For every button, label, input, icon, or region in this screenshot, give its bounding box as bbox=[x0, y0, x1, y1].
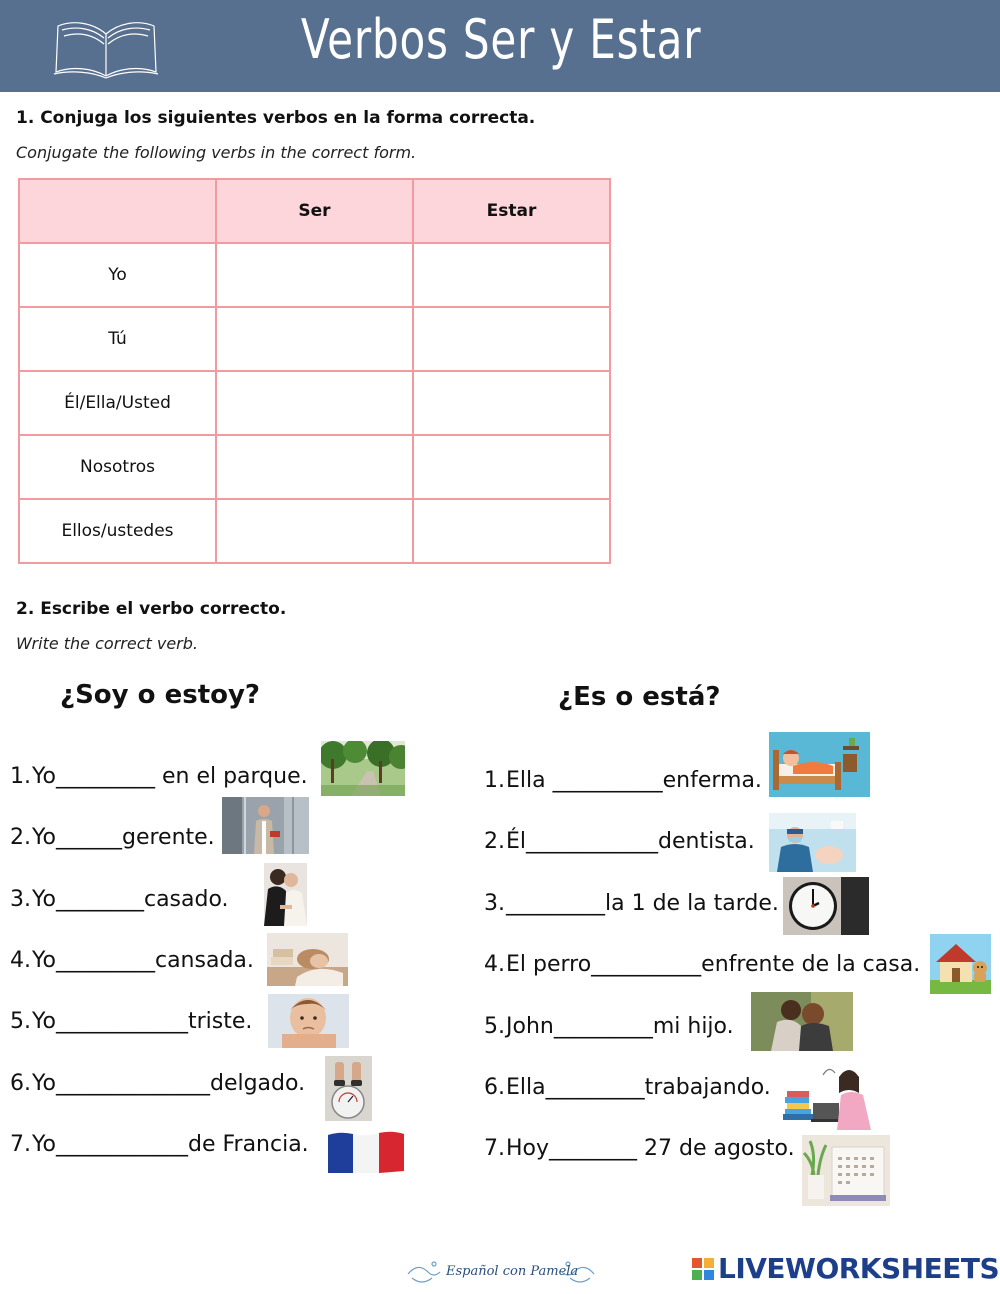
right-item-5 bbox=[484, 1014, 734, 1039]
item-text[interactable]: Yo________casado. bbox=[32, 887, 229, 912]
left-item-1 bbox=[10, 764, 308, 789]
item-number: 5. bbox=[10, 1009, 31, 1034]
item-text[interactable]: Yo______gerente. bbox=[32, 825, 215, 850]
table-row bbox=[19, 243, 610, 307]
left-item-4 bbox=[10, 948, 254, 973]
answer-cell-estar[interactable] bbox=[413, 307, 610, 371]
pronoun-cell: Tú bbox=[19, 307, 216, 371]
father-son-image bbox=[751, 992, 853, 1051]
right-item-4 bbox=[484, 952, 920, 977]
section2-heading: 2. Escribe el verbo correcto. bbox=[16, 599, 287, 619]
section1-heading: 1. Conjuga los siguientes verbos en la forma correcta. bbox=[16, 108, 536, 128]
pronoun-cell: Ellos/ustedes bbox=[19, 499, 216, 563]
answer-cell-estar[interactable] bbox=[413, 243, 610, 307]
table-header-row bbox=[19, 179, 610, 243]
right-item-3 bbox=[484, 891, 779, 916]
item-number: 6. bbox=[10, 1071, 31, 1096]
pronoun-cell: Yo bbox=[19, 243, 216, 307]
left-column-title: ¿Soy o estoy? bbox=[60, 680, 261, 710]
answer-cell-estar[interactable] bbox=[413, 371, 610, 435]
item-number: 7. bbox=[484, 1136, 505, 1161]
item-text[interactable]: Él____________dentista. bbox=[506, 829, 755, 854]
item-number: 1. bbox=[10, 764, 31, 789]
pronoun-cell: Nosotros bbox=[19, 435, 216, 499]
item-number: 3. bbox=[484, 891, 505, 916]
dentist-image bbox=[769, 813, 856, 872]
section2-subheading: Write the correct verb. bbox=[16, 634, 198, 653]
left-item-5 bbox=[10, 1009, 252, 1034]
section1-subheading: Conjugate the following verbs in the correct form. bbox=[16, 143, 417, 162]
answer-cell-ser[interactable] bbox=[216, 499, 413, 563]
answer-cell-estar[interactable] bbox=[413, 499, 610, 563]
table-header-empty bbox=[19, 179, 216, 243]
item-text[interactable]: Yo____________de Francia. bbox=[32, 1132, 309, 1157]
right-item-2 bbox=[484, 829, 755, 854]
item-text[interactable]: Yo_________ en el parque. bbox=[32, 764, 308, 789]
married-couple-image bbox=[264, 863, 307, 926]
item-text[interactable]: Ella_________trabajando. bbox=[506, 1075, 771, 1100]
conjugation-table bbox=[18, 178, 611, 564]
answer-cell-ser[interactable] bbox=[216, 435, 413, 499]
item-number: 2. bbox=[484, 829, 505, 854]
left-item-6 bbox=[10, 1071, 305, 1096]
sad-boy-image bbox=[268, 994, 349, 1048]
right-item-7 bbox=[484, 1136, 795, 1161]
right-column-title: ¿Es o está? bbox=[558, 682, 721, 712]
item-number: 3. bbox=[10, 887, 31, 912]
table-header-ser: Ser bbox=[216, 179, 413, 243]
answer-cell-ser[interactable] bbox=[216, 307, 413, 371]
header-banner bbox=[0, 0, 1000, 92]
manager-image bbox=[222, 797, 309, 854]
pronoun-cell: Él/Ella/Usted bbox=[19, 371, 216, 435]
item-text[interactable]: John_________mi hijo. bbox=[506, 1014, 734, 1039]
clock-image bbox=[783, 877, 869, 935]
page-title: Verbos Ser y Estar bbox=[300, 8, 702, 71]
item-text[interactable]: _________la 1 de la tarde. bbox=[506, 891, 779, 916]
scale-image bbox=[325, 1056, 372, 1121]
item-number: 4. bbox=[484, 952, 505, 977]
author-name: Español con Pamela bbox=[446, 1264, 579, 1279]
item-number: 6. bbox=[484, 1075, 505, 1100]
table-row bbox=[19, 435, 610, 499]
france-flag-image bbox=[328, 1131, 404, 1173]
item-text[interactable]: Yo______________delgado. bbox=[32, 1071, 306, 1096]
left-item-7 bbox=[10, 1132, 309, 1157]
item-number: 1. bbox=[484, 768, 505, 793]
working-woman-image bbox=[783, 1063, 878, 1130]
item-text[interactable]: Yo_________cansada. bbox=[32, 948, 254, 973]
item-text[interactable]: Hoy________ 27 de agosto. bbox=[506, 1136, 795, 1161]
tired-woman-image bbox=[267, 933, 348, 986]
answer-cell-ser[interactable] bbox=[216, 371, 413, 435]
park-image bbox=[321, 741, 405, 796]
liveworksheets-mark-icon bbox=[692, 1258, 714, 1280]
table-row bbox=[19, 499, 610, 563]
right-item-1 bbox=[484, 768, 762, 793]
item-number: 2. bbox=[10, 825, 31, 850]
answer-cell-ser[interactable] bbox=[216, 243, 413, 307]
item-text[interactable]: Yo____________triste. bbox=[32, 1009, 253, 1034]
item-number: 5. bbox=[484, 1014, 505, 1039]
calendar-image bbox=[802, 1135, 890, 1206]
sick-girl-image bbox=[769, 732, 870, 797]
table-row bbox=[19, 371, 610, 435]
left-item-2 bbox=[10, 825, 215, 850]
item-text[interactable]: Ella __________enferma. bbox=[506, 768, 762, 793]
item-number: 7. bbox=[10, 1132, 31, 1157]
table-row bbox=[19, 307, 610, 371]
answer-cell-estar[interactable] bbox=[413, 435, 610, 499]
item-number: 4. bbox=[10, 948, 31, 973]
author-logo bbox=[404, 1254, 598, 1292]
item-text[interactable]: El perro__________enfrente de la casa. bbox=[506, 952, 921, 977]
brand-name: LIVEWORKSHEETS bbox=[718, 1252, 1000, 1285]
right-item-6 bbox=[484, 1075, 771, 1100]
dog-house-image bbox=[930, 934, 991, 994]
left-item-3 bbox=[10, 887, 229, 912]
table-header-estar: Estar bbox=[413, 179, 610, 243]
